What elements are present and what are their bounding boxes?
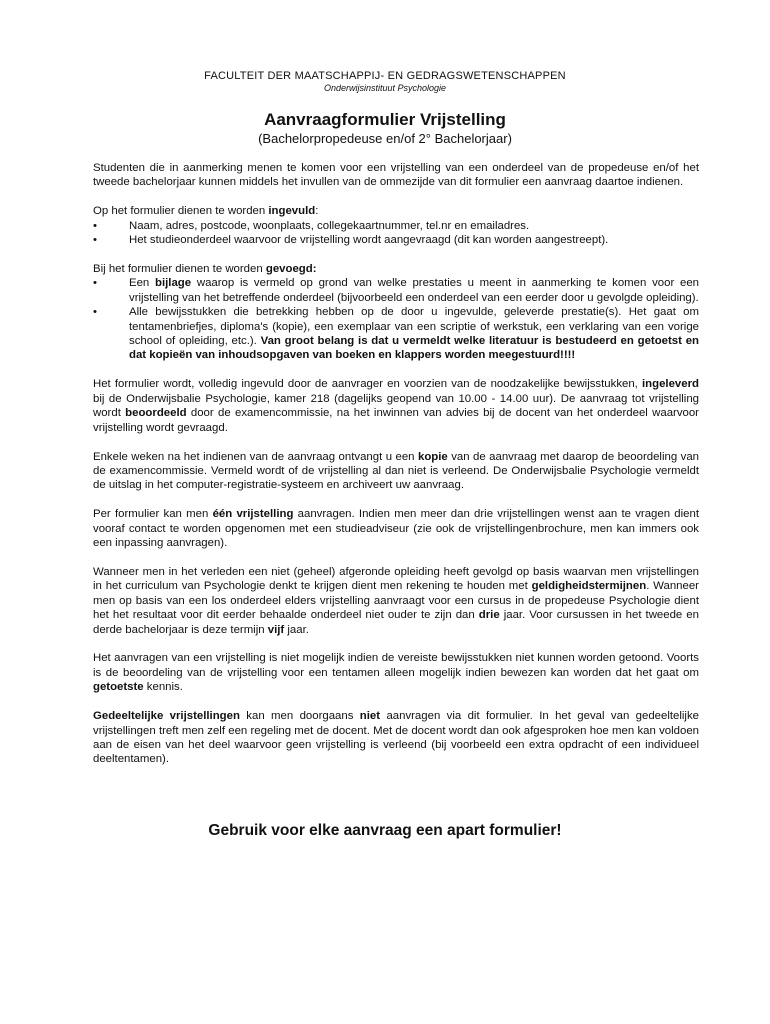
list-item: • Naam, adres, postcode, woonplaats, collegekaartnummer, tel.nr en emailadres. bbox=[93, 219, 530, 232]
closing-statement: Gebruik voor elke aanvraag een apart formulier! bbox=[208, 822, 562, 839]
bullet-icon: • bbox=[93, 306, 97, 319]
proof-paragraph: Het aanvragen van een vrijstelling is niet mogelijk indien de vereiste bewijsstukken niet kunnen worden getoond. Voorts is de beoordeling van de vrijstelling voor een tentamen alleen mogelijk indien bewezen kan worden dat het gaat om getoetste kennis. bbox=[93, 652, 699, 694]
document-subtitle: (Bachelorpropedeuse en/of 2° Bachelorjaar) bbox=[258, 131, 512, 146]
copy-paragraph: Enkele weken na het indienen van de aanvraag ontvangt u een kopie van de aanvraag met daarop de beoordeling van de examencommissie. Vermeld wordt of de vrijstelling al dan niet is verleend. De Onderwijsbalie Psychologie vermeldt de uitslag in het computer-registratie-systeem en archiveert uw aanvraag. bbox=[93, 450, 699, 492]
submission-paragraph: Het formulier wordt, volledig ingevuld door de aanvrager en voorzien van de noodzakelijke bewijsstukken, ingeleverd bij de Onderwijsbalie Psychologie, kamer 218 (dagelijks geopend van 10.00 - 14.00 uur). De aanvraag tot vrijstelling wordt beoordeeld door de examencommissie, na het inwinnen van advies bij de docent van het onderdeel waarvoor vrijstelling wordt gevraagd. bbox=[93, 378, 699, 434]
institute-name: Onderwijsinstituut Psychologie bbox=[323, 83, 447, 93]
document-title: Aanvraagformulier Vrijstelling bbox=[264, 110, 506, 129]
bullet-icon: • bbox=[93, 219, 97, 232]
validity-paragraph: Wanneer men in het verleden een niet (geheel) afgeronde opleiding heeft gevolgd op basis waarvan men vrijstellingen in het curriculum van Psychologie denkt te krijgen dient men rekening te houden met geldigheidstermijnen. Wanneer men op basis van een los onderdeel elders vrijstelling aanvraagt voor een cursus in de propedeuse Psychologie dient het het resultaat voor dit eerder behaalde onderdeel niet ouder te zijn dan drie jaar. Voor cursussen in het tweede en derde bachelorjaar is deze termijn vijf jaar. bbox=[93, 565, 699, 636]
list-item: • Alle bewijsstukken die betrekking hebben op de door u ingevulde, geleverde prestatie(s). Het gaat om tentamenbriefjes, diploma's (kopie), een exemplaar van een scriptie of werkstuk, een verklaring van een vorige school of opleiding, etc.). Van groot belang is dat u vermeldt welke literatuur is bestudeerd en getoetst en dat kopieën van inhoudsopgaven van boeken en klappers worden meegestuurd!!!! bbox=[93, 306, 699, 362]
attach-label: Bij het formulier dienen te worden gevoegd: bbox=[93, 263, 317, 276]
list-item: • Een bijlage waarop is vermeld op grond van welke prestaties u meent in aanmerking te komen voor een vrijstelling van het betreffende onderdeel (bijvoorbeeld een onderdeel van een eerder door u gevolgde opleiding). bbox=[93, 277, 699, 304]
one-per-form-paragraph: Per formulier kan men één vrijstelling aanvragen. Indien men meer dan drie vrijstellingen wenst aan te vragen dient vooraf contact te worden opgenomen met een studieadviseur (zie ook de vrijstellingenbrochure, men kan immers ook een inpassing aanvragen). bbox=[93, 508, 700, 550]
bullet-icon: • bbox=[93, 234, 97, 247]
partial-paragraph: Gedeeltelijke vrijstellingen kan men doorgaans niet aanvragen via dit formulier. In het geval van gedeeltelijke vrijstellingen treft men zelf een regeling met de docent. Met de docent wordt dan ook afgesproken hoe men kan voldoen aan de eisen van het deel waarvoor geen vrijstelling is verleend (bij voorbeeld een extra opdracht of een individueel deeltentamen). bbox=[93, 710, 699, 766]
list-item: • Het studieonderdeel waarvoor de vrijstelling wordt aangevraagd (dit kan worden aangestreept). bbox=[93, 234, 609, 247]
document-body bbox=[93, 161, 699, 781]
fill-in-list bbox=[93, 219, 699, 248]
fill-in-label: Op het formulier dienen te worden ingevuld: bbox=[93, 205, 319, 218]
intro-paragraph: Studenten die in aanmerking menen te komen voor een vrijstelling van een onderdeel van de propedeuse en/of het tweede bachelorjaar kunnen middels het invullen van de ommezijde van dit formulier een aanvraag daartoe indienen. bbox=[93, 162, 699, 189]
faculty-name: FACULTEIT DER MAATSCHAPPIJ- EN GEDRAGSWETENSCHAPPEN bbox=[204, 70, 566, 82]
bullet-icon: • bbox=[93, 277, 97, 290]
attach-list bbox=[93, 276, 699, 362]
